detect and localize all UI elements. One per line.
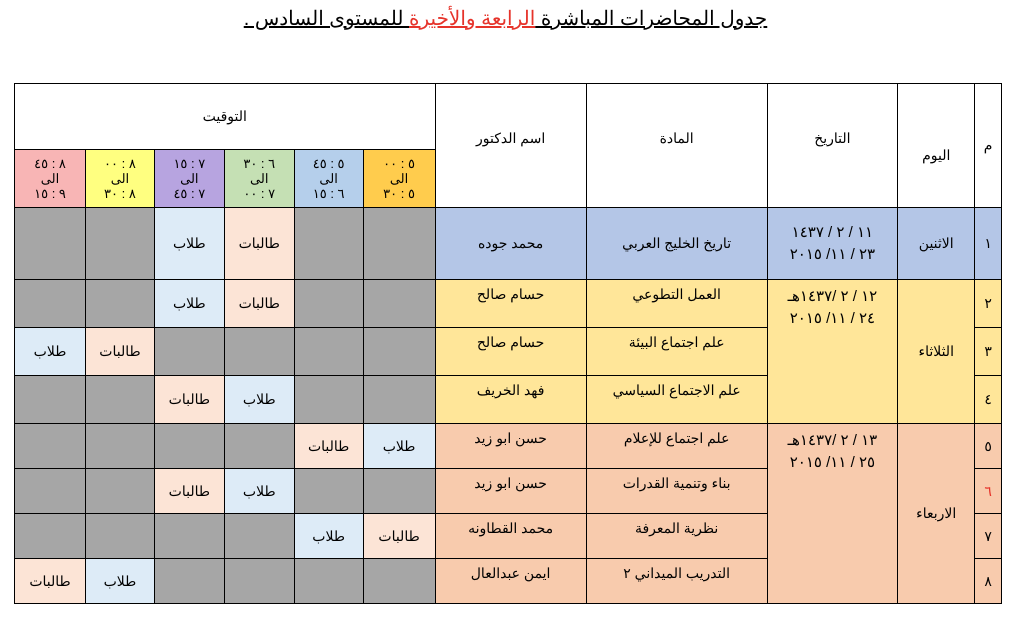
empty-slot [294, 208, 363, 280]
date-cell [767, 424, 898, 604]
time-slot-from: ٨ : ٤٥ [34, 156, 66, 171]
doctor-cell: حسام صالح [435, 328, 586, 376]
empty-slot [86, 424, 155, 469]
empty-slot [86, 376, 155, 424]
time-slot-sep: الى [389, 171, 409, 186]
time-slot-to: ٥ : ٣٠ [383, 186, 415, 201]
time-slot-to: ٧ : ٠٠ [243, 186, 276, 201]
empty-slot [224, 328, 294, 376]
empty-slot [15, 469, 86, 514]
table-row [15, 424, 1002, 469]
empty-slot [86, 280, 155, 328]
header-date: التاريخ [767, 84, 898, 208]
doctor-cell: محمد جوده [435, 208, 586, 280]
session-slot: طلاب [86, 559, 155, 604]
doctor-cell: ايمن عبدالعال [435, 559, 586, 604]
subject-cell: التدريب الميداني ٢ [586, 559, 767, 604]
header-day: اليوم [898, 84, 975, 208]
empty-slot [294, 376, 363, 424]
date-greg: ٢٥ / ١١/ ٢٠١٥ [789, 454, 876, 471]
schedule-table [14, 83, 1002, 604]
session-slot: طلاب [294, 514, 363, 559]
table-row [15, 208, 1002, 280]
time-slot-from: ٥ : ٠٠ [383, 156, 415, 171]
empty-slot [15, 424, 86, 469]
empty-slot [294, 559, 363, 604]
session-slot: طالبات [224, 208, 294, 280]
row-number: ٥ [975, 424, 1002, 469]
session-slot: طالبات [15, 559, 86, 604]
time-slot-from: ٦ : ٣٠ [243, 156, 276, 171]
session-slot: طالبات [294, 424, 363, 469]
empty-slot [154, 424, 224, 469]
empty-slot [15, 514, 86, 559]
time-slot-sep: الى [40, 171, 60, 186]
time-slot-header [224, 150, 294, 208]
empty-slot [15, 376, 86, 424]
row-number: ٣ [975, 328, 1002, 376]
empty-slot [154, 514, 224, 559]
session-slot: طلاب [154, 208, 224, 280]
time-slot-to: ٩ : ١٥ [34, 186, 66, 201]
session-slot: طلاب [363, 424, 435, 469]
title-text-end: للمستوى السادس . [243, 8, 410, 30]
empty-slot [294, 280, 363, 328]
date-hijri: ١٢ / ٢ /١٤٣٧هـ [787, 288, 878, 305]
empty-slot [86, 469, 155, 514]
day-cell: الاثنين [898, 208, 975, 280]
empty-slot [86, 514, 155, 559]
row-number: ٦ [975, 469, 1002, 514]
doctor-cell: حسن ابو زيد [435, 424, 586, 469]
date-hijri: ١١ / ٢ / ١٤٣٧ [791, 223, 874, 241]
header-num: م [975, 84, 1002, 208]
doctor-cell: محمد القطاونه [435, 514, 586, 559]
header-timing: التوقيت [15, 84, 436, 150]
time-slot-sep: الى [180, 171, 199, 186]
session-slot: طلاب [154, 280, 224, 328]
row-number: ٨ [975, 559, 1002, 604]
date-hijri: ١٣ / ٢ /١٤٣٧هـ [787, 432, 878, 449]
subject-cell: تاريخ الخليج العربي [586, 208, 767, 280]
date-greg: ٢٤ / ١١/ ٢٠١٥ [789, 310, 876, 327]
session-slot: طالبات [154, 376, 224, 424]
row-number: ٧ [975, 514, 1002, 559]
session-slot: طلاب [224, 469, 294, 514]
empty-slot [363, 328, 435, 376]
time-slot-to: ٨ : ٣٠ [104, 186, 136, 201]
empty-slot [15, 208, 86, 280]
empty-slot [363, 280, 435, 328]
time-slot-sep: الى [110, 171, 130, 186]
session-slot: طالبات [154, 469, 224, 514]
subject-cell: علم الاجتماع السياسي [586, 376, 767, 424]
doctor-cell: فهد الخريف [435, 376, 586, 424]
subject-cell: علم اجتماع للإعلام [586, 424, 767, 469]
time-slot-header [86, 150, 155, 208]
empty-slot [363, 208, 435, 280]
row-number: ١ [975, 208, 1002, 280]
date-greg: ٢٣ / ١١/ ٢٠١٥ [789, 245, 876, 263]
doctor-cell: حسن ابو زيد [435, 469, 586, 514]
empty-slot [154, 328, 224, 376]
empty-slot [363, 469, 435, 514]
empty-slot [224, 559, 294, 604]
empty-slot [15, 280, 86, 328]
empty-slot [294, 328, 363, 376]
time-slot-to: ٧ : ٤٥ [173, 186, 206, 201]
empty-slot [224, 424, 294, 469]
subject-cell: بناء وتنمية القدرات [586, 469, 767, 514]
header-subject: المادة [586, 84, 767, 208]
subject-cell: العمل التطوعي [586, 280, 767, 328]
time-slot-header [363, 150, 435, 208]
date-cell [767, 280, 898, 424]
session-slot: طلاب [224, 376, 294, 424]
empty-slot [294, 469, 363, 514]
time-slot-from: ٨ : ٠٠ [104, 156, 136, 171]
empty-slot [363, 559, 435, 604]
time-slot-to: ٦ : ١٥ [312, 186, 345, 201]
title-text: جدول المحاضرات المباشرة [535, 8, 768, 30]
session-slot: طالبات [224, 280, 294, 328]
empty-slot [154, 559, 224, 604]
row-number: ٢ [975, 280, 1002, 328]
title-highlight: الرابعة والأخيرة [409, 8, 536, 30]
time-slot-header [15, 150, 86, 208]
time-slot-sep: الى [319, 171, 338, 186]
date-cell [767, 208, 898, 280]
empty-slot [363, 376, 435, 424]
session-slot: طالبات [86, 328, 155, 376]
time-slot-from: ٥ : ٤٥ [312, 156, 345, 171]
row-number: ٤ [975, 376, 1002, 424]
session-slot: طلاب [15, 328, 86, 376]
day-cell: الثلاثاء [898, 280, 975, 424]
subject-cell: علم اجتماع البيئة [586, 328, 767, 376]
day-cell: الاربعاء [898, 424, 975, 604]
table-row [15, 280, 1002, 328]
page-title [0, 6, 1011, 31]
time-slot-from: ٧ : ١٥ [173, 156, 206, 171]
empty-slot [86, 208, 155, 280]
time-slot-sep: الى [250, 171, 269, 186]
empty-slot [224, 514, 294, 559]
doctor-cell: حسام صالح [435, 280, 586, 328]
header-doctor: اسم الدكتور [435, 84, 586, 208]
time-slot-header [294, 150, 363, 208]
time-slot-header [154, 150, 224, 208]
subject-cell: نظرية المعرفة [586, 514, 767, 559]
session-slot: طالبات [363, 514, 435, 559]
